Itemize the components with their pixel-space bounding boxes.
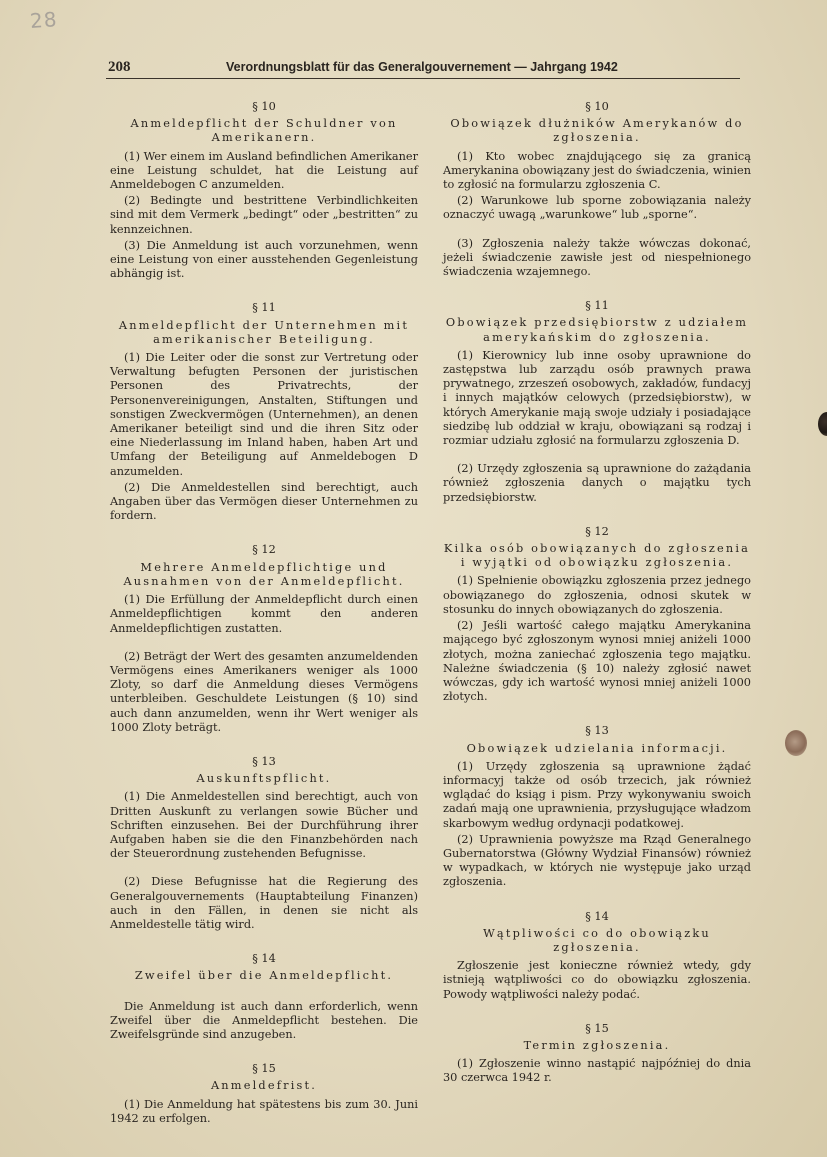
paragraph: (1) Spełnienie obowiązku zgłoszenia przez jednego obowiązanego do zgłoszenia, odnosi skutek w stosunku do innych obowiązanych do zgłoszenia. (443, 574, 751, 616)
section-heading: Kilka osób obowiązanych do zgłoszenia i wyjątki od obowiązku zgłoszenia. (443, 542, 751, 570)
paragraph: (3) Zgłoszenia należy także wówczas dokonać, jeżeli świadczenie zawisłe jest od niespełnionego świadczenia wzajemnego. (443, 236, 751, 279)
section-number: § 14 (585, 909, 609, 923)
paragraph: (1) Wer einem im Ausland befindlichen Amerikaner eine Leistung schuldet, hat die Leistung auf Anmeldebogen C anzumelden. (110, 149, 418, 192)
section-heading: Zweifel über die Anmeldepflicht. (134, 969, 394, 983)
running-title: Verordnungsblatt für das Generalgouvernement — Jahrgang 1942 (226, 60, 618, 74)
paragraph: (1) Kto wobec znajdującego się za granicą Amerykanina obowiązany jest do świadczenia, winien to zgłosić na formularzu zgłoszenia C. (443, 149, 751, 192)
german-section (110, 543, 418, 734)
german-column (110, 100, 418, 1146)
paragraph: (1) Die Erfüllung der Anmeldepflicht durch einen Anmeldepflichtigen kommt den anderen Anmeldepflichtigen zustatten. (110, 593, 418, 635)
section-number: § 11 (585, 299, 609, 313)
paragraph-gap (443, 225, 751, 237)
paragraph: (1) Die Anmeldestellen sind berechtigt, auch von Dritten Auskunft zu verlangen sowie Bücher und Schriften einzusehen. Bei der Durchführung ihrer Aufgaben haben sie die den Finanzbehörden nach der Steuerordnung zustehenden Befugnisse. (110, 790, 418, 861)
paragraph: (2) Beträgt der Wert des gesamten anzumeldenden Vermögens eines Amerikaners weniger als 1000 Zloty, so darf die Anmeldung dieses Vermögens unterbleiben. Geschuldete Leistungen (§ 10) sind auch dann anzumelden, wenn ihr Wert weniger als 1000 Zloty beträgt. (110, 649, 418, 734)
paragraph: (2) Warunkowe lub sporne zobowiązania należy oznaczyć uwagą „warunkowe“ lub „sporne“. (443, 194, 751, 222)
section-heading: Anmeldefrist. (210, 1079, 318, 1093)
polish-section (443, 299, 751, 505)
section-number: § 12 (585, 524, 609, 538)
paragraph: (1) Zgłoszenie winno nastąpić najpóźniej do dnia 30 czerwca 1942 r. (443, 1057, 751, 1085)
punch-hole (818, 412, 827, 436)
paragraph: (3) Die Anmeldung ist auch vorzunehmen, wenn eine Leistung von einer ausstehenden Gegenleistung abhängig ist. (110, 238, 418, 281)
section-heading: Anmeldepflicht der Unternehmen mit amerikanischer Beteiligung. (118, 318, 410, 346)
section-heading: Auskunftspflicht. (196, 772, 332, 786)
stain-spot (785, 730, 807, 756)
paragraph: Zgłoszenie jest konieczne również wtedy, gdy istnieją wątpliwości co do obowiązku zgłoszenia. Powody wątpliwości należy podać. (443, 959, 751, 1001)
paragraph: (1) Die Leiter oder die sonst zur Vertretung oder Verwaltung befugten Personen der juristischen Personen des Privatrechts, der Personenvereinigungen, Anstalten, Stiftungen und sonstigen Zweckvermögen (Unternehmen), an denen Amerikaner beteiligt sind und die ihren Sitz oder eine Niederlassung im Inland haben, haben Art und Umfang der Beteiligung auf Anmeldebogen D anzumelden. (110, 351, 418, 478)
polish-section (443, 100, 751, 279)
section-number: § 15 (585, 1021, 609, 1035)
paragraph-gap (110, 863, 418, 875)
paragraph: Die Anmeldung ist auch dann erforderlich, wenn Zweifel über die Anmeldepflicht bestehen. Die Zweifelsgründe sind anzugeben. (110, 999, 418, 1041)
section-heading: Obowiązek przedsiębiorstw z udziałem amerykańskim do zgłoszenia. (445, 316, 749, 344)
paragraph: (2) Uprawnienia powyższe ma Rząd Generalnego Gubernatorstwa (Główny Wydział Finansów) również w wypadkach, w których nie występuje jako urząd zgłoszenia. (443, 832, 751, 889)
paragraph: (2) Urzędy zgłoszenia są uprawnione do zażądania również zgłoszenia danych o majątku tych przedsiębiorstw. (443, 462, 751, 504)
polish-section (443, 525, 751, 704)
paragraph-gap (443, 450, 751, 462)
header-rule (106, 78, 740, 79)
paragraph: (2) Jeśli wartość całego majątku Amerykanina mającego być zgłoszonym wynosi mniej aniżeli 1000 złotych, można zaniechać zgłoszenia tego majątku. Należne świadczenia (§ 10) należy zgłosić nawet wówczas, gdy ich wartość wynosi mniej aniżeli 1000 złotych. (443, 619, 751, 704)
german-section (110, 301, 418, 523)
section-number: § 10 (252, 100, 276, 113)
paragraph: (1) Urzędy zgłoszenia są uprawnione żądać informacyj także od osób trzecich, jak również wglądać do ksiąg i pism. Przy wykonywaniu swoich zadań mają one uprawnienia, przysługujące władzom skarbowym według ordynacji podatkowej. (443, 759, 751, 830)
section-heading: Termin zgłoszenia. (523, 1038, 671, 1052)
page-number: 208 (108, 59, 131, 75)
section-number: § 13 (585, 724, 609, 738)
paragraph-gap (110, 988, 418, 1000)
german-section (110, 100, 418, 281)
section-heading: Wątpliwości co do obowiązku zgłoszenia. (483, 926, 711, 954)
german-section (110, 1062, 418, 1126)
section-number: § 12 (252, 543, 276, 557)
section-number: § 10 (585, 100, 609, 113)
polish-column (443, 100, 751, 1106)
handwritten-note: 28 (29, 7, 59, 33)
section-number: § 11 (252, 301, 276, 315)
paragraph-gap (110, 638, 418, 650)
paragraph: (2) Bedingte und bestrittene Verbindlichkeiten sind mit dem Vermerk „bedingt“ oder „bestritten“ zu kennzeichnen. (110, 194, 418, 236)
section-heading: Obowiązek dłużników Amerykanów do zgłoszenia. (450, 117, 744, 145)
paragraph: (1) Kierownicy lub inne osoby uprawnione do zastępstwa lub zarządu osób prawnych prawa prywatnego, zrzeszeń osobowych, zakładów, fundacyj i innych majątków celowych (przedsiębiorstw), w których Amerykanie mają swoje udziały i posiadające siedzibę lub oddział w kraju, obowiązani są rodzaj i rozmiar udziału zgłosić na formularzu zgłoszenia D. (443, 348, 751, 448)
section-heading: Anmeldepflicht der Schuldner von Amerikanern. (130, 117, 398, 145)
polish-section (443, 724, 751, 889)
polish-section (443, 910, 751, 1002)
section-number: § 13 (252, 754, 276, 768)
section-number: § 14 (252, 952, 276, 966)
paragraph: (2) Die Anmeldestellen sind berechtigt, auch Angaben über das Vermögen dieser Unternehmen zu fordern. (110, 480, 418, 523)
polish-section (443, 1022, 751, 1086)
section-heading: Mehrere Anmeldepflichtige und Ausnahmen von der Anmeldepflicht. (123, 560, 405, 588)
section-heading: Obowiązek udzielania informacji. (466, 741, 728, 755)
german-section (110, 952, 418, 1042)
paragraph: (1) Die Anmeldung hat spätestens bis zum 30. Juni 1942 zu erfolgen. (110, 1097, 418, 1125)
paragraph: (2) Diese Befugnisse hat die Regierung des Generalgouvernements (Hauptabteilung Finanzen) auch in den Fällen, in denen sie nicht als Anmeldestelle tätig wird. (110, 875, 418, 931)
german-section (110, 755, 418, 932)
section-number: § 15 (252, 1062, 276, 1076)
